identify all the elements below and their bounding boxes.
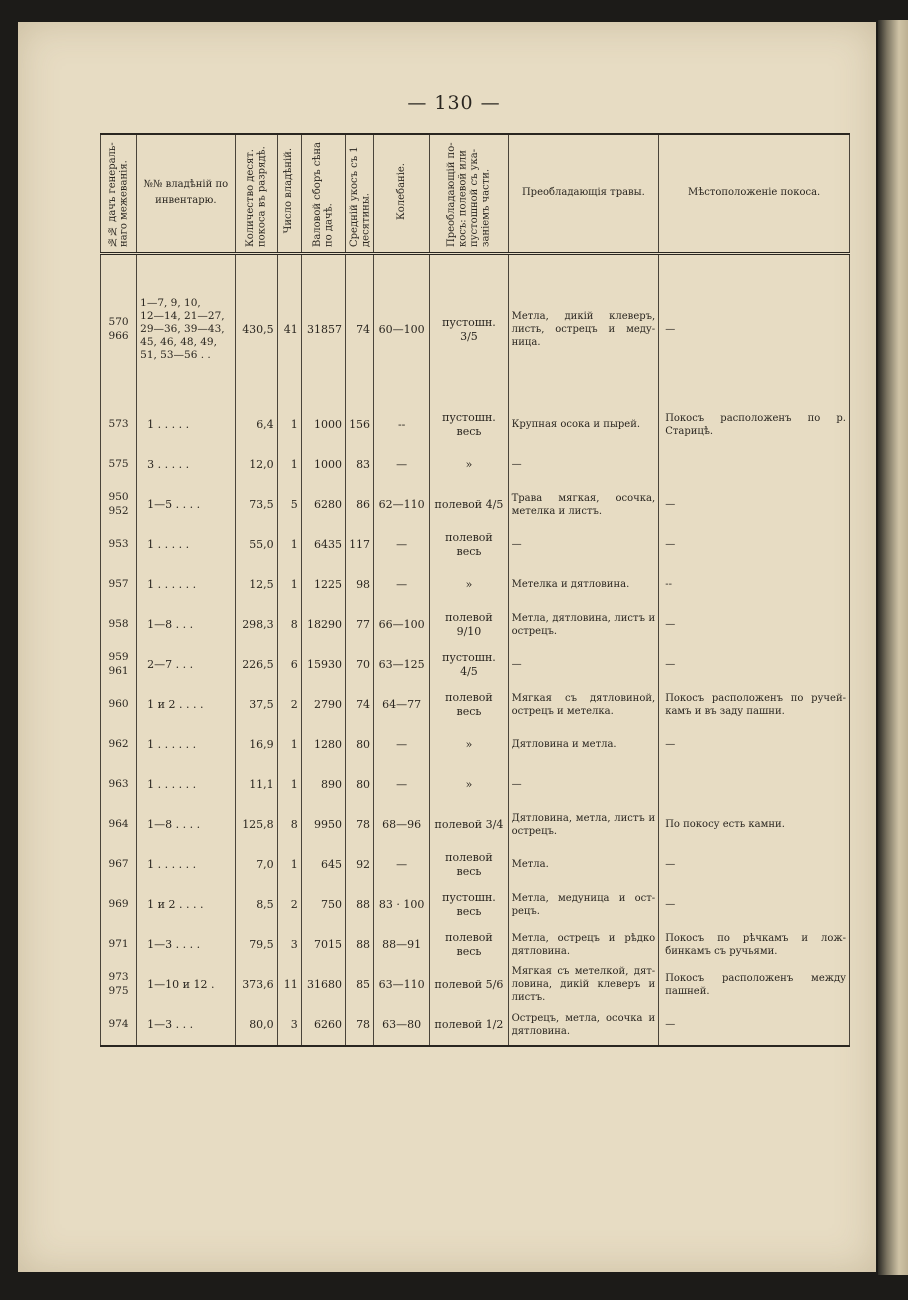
cell-place <box>659 765 850 805</box>
cell-owners-count: 1 <box>277 525 301 565</box>
table-header-row <box>101 134 850 253</box>
cell-avg-yield: 80 <box>345 725 373 765</box>
table-row <box>101 485 850 525</box>
cell-dacha: 575 <box>101 445 137 485</box>
table-row <box>101 645 850 685</box>
cell-dacha: 957 <box>101 565 137 605</box>
cell-range: 64—77 <box>374 685 430 725</box>
cell-area: 6,4 <box>235 405 277 445</box>
cell-range: — <box>374 765 430 805</box>
cell-owners-count: 1 <box>277 445 301 485</box>
cell-owners: 1 . . . . . . <box>137 845 235 885</box>
cell-area: 37,5 <box>235 685 277 725</box>
cell-range: — <box>374 445 430 485</box>
cell-place: — <box>659 1005 850 1046</box>
table-row <box>101 925 850 965</box>
cell-grass: Трава мягкая, осочка, метелка и листъ. <box>508 485 659 525</box>
table-row <box>101 1005 850 1046</box>
cell-type: полевой весь <box>430 525 508 565</box>
cell-owners-count: 1 <box>277 565 301 605</box>
cell-range: -- <box>374 405 430 445</box>
cell-place: — <box>659 725 850 765</box>
cell-grass: Метла, дикій клеверъ, листь, острецъ и меду-ница. <box>508 253 659 405</box>
cell-gross: 750 <box>301 885 345 925</box>
table-row <box>101 965 850 1005</box>
cell-owners-count: 2 <box>277 685 301 725</box>
cell-range: — <box>374 725 430 765</box>
cell-dacha: 950 952 <box>101 485 137 525</box>
cell-place: По покосу есть камни. <box>659 805 850 845</box>
cell-gross: 890 <box>301 765 345 805</box>
cell-owners-count: 8 <box>277 805 301 845</box>
cell-gross: 31857 <box>301 253 345 405</box>
table-row <box>101 405 850 445</box>
cell-type: полевой 9/10 <box>430 605 508 645</box>
header-dacha: №№ дачъ генераль-наго межеванія. <box>101 134 137 253</box>
cell-avg-yield: 74 <box>345 253 373 405</box>
cell-owners: 1—5 . . . . <box>137 485 235 525</box>
cell-gross: 9950 <box>301 805 345 845</box>
header-area: Количество десят. покоса въ разрядѣ. <box>235 134 277 253</box>
cell-owners: 1 и 2 . . . . <box>137 885 235 925</box>
table-row <box>101 525 850 565</box>
cell-owners: 3 . . . . . <box>137 445 235 485</box>
cell-avg-yield: 78 <box>345 1005 373 1046</box>
cell-owners-count: 1 <box>277 845 301 885</box>
cell-dacha: 953 <box>101 525 137 565</box>
cell-type: полевой 4/5 <box>430 485 508 525</box>
cell-range: 63—125 <box>374 645 430 685</box>
cell-dacha: 570 966 <box>101 253 137 405</box>
cell-type: полевой 5/6 <box>430 965 508 1005</box>
cell-area: 125,8 <box>235 805 277 845</box>
cell-type: » <box>430 765 508 805</box>
cell-gross: 1225 <box>301 565 345 605</box>
cell-grass: Мягкая съ дятловиной, острецъ и метелка. <box>508 685 659 725</box>
cell-gross: 2790 <box>301 685 345 725</box>
cell-place: — <box>659 525 850 565</box>
cell-place: Покосъ расположенъ по р. Старицѣ. <box>659 405 850 445</box>
cell-avg-yield: 86 <box>345 485 373 525</box>
cell-range: — <box>374 525 430 565</box>
cell-owners-count: 1 <box>277 405 301 445</box>
cell-type: полевой весь <box>430 925 508 965</box>
header-owners-count: Число владѣній. <box>277 134 301 253</box>
cell-area: 298,3 <box>235 605 277 645</box>
cell-gross: 7015 <box>301 925 345 965</box>
cell-dacha: 974 <box>101 1005 137 1046</box>
cell-range: 63—80 <box>374 1005 430 1046</box>
cell-type: полевой весь <box>430 685 508 725</box>
header-owners: №№ владѣній по инвентарю. <box>137 134 235 253</box>
table-row <box>101 445 850 485</box>
cell-avg-yield: 70 <box>345 645 373 685</box>
table-row <box>101 725 850 765</box>
owners-line: 12—14, 21—27, <box>140 309 225 322</box>
header-gross: Валовой сборъ сѣна по дачѣ. <box>301 134 345 253</box>
cell-owners-count: 1 <box>277 725 301 765</box>
cell-range: 66—100 <box>374 605 430 645</box>
page-number: — 130 — <box>407 92 501 114</box>
cell-place: -- <box>659 565 850 605</box>
cell-gross: 6260 <box>301 1005 345 1046</box>
cell-grass: — <box>508 765 659 805</box>
cell-place: — <box>659 605 850 645</box>
cell-owners: 1—10 и 12 . <box>137 965 235 1005</box>
cell-avg-yield: 117 <box>345 525 373 565</box>
cell-type: » <box>430 445 508 485</box>
cell-grass: Метелка и дятловина. <box>508 565 659 605</box>
table-row <box>101 885 850 925</box>
cell-grass: — <box>508 525 659 565</box>
cell-owners: 2—7 . . . <box>137 645 235 685</box>
cell-owners: 1 . . . . . <box>137 525 235 565</box>
cell-place: Покосъ расположенъ по ручей-камъ и въ заду пашни. <box>659 685 850 725</box>
cell-type: полевой 1/2 <box>430 1005 508 1046</box>
cell-type: » <box>430 565 508 605</box>
cell-avg-yield: 78 <box>345 805 373 845</box>
cell-grass: Дятловина, метла, листъ и острецъ. <box>508 805 659 845</box>
cell-grass: Дятловина и метла. <box>508 725 659 765</box>
cell-grass: Метла. <box>508 845 659 885</box>
cell-gross: 31680 <box>301 965 345 1005</box>
header-avg-yield: Средній укосъ съ 1 десятины. <box>345 134 373 253</box>
cell-type: полевой 3/4 <box>430 805 508 845</box>
cell-owners: 1 . . . . . . <box>137 765 235 805</box>
cell-owners: 1—8 . . . . <box>137 805 235 845</box>
table-row <box>101 805 850 845</box>
cell-avg-yield: 77 <box>345 605 373 645</box>
cell-area: 79,5 <box>235 925 277 965</box>
cell-gross: 1000 <box>301 445 345 485</box>
cell-grass: Метла, острецъ и рѣдко дятловина. <box>508 925 659 965</box>
cell-owners: 1 и 2 . . . . <box>137 685 235 725</box>
cell-range: — <box>374 845 430 885</box>
cell-avg-yield: 92 <box>345 845 373 885</box>
cell-grass: — <box>508 445 659 485</box>
owners-line: 45, 46, 48, 49, <box>140 336 217 349</box>
cell-gross: 6435 <box>301 525 345 565</box>
cell-area: 12,0 <box>235 445 277 485</box>
cell-avg-yield: 88 <box>345 885 373 925</box>
cell-dacha: 969 <box>101 885 137 925</box>
cell-gross: 15930 <box>301 645 345 685</box>
cell-owners-count: 3 <box>277 1005 301 1046</box>
cell-dacha: 964 <box>101 805 137 845</box>
cell-gross: 645 <box>301 845 345 885</box>
cell-area: 12,5 <box>235 565 277 605</box>
cell-area: 430,5 <box>235 253 277 405</box>
cell-avg-yield: 88 <box>345 925 373 965</box>
cell-area: 7,0 <box>235 845 277 885</box>
cell-type: » <box>430 725 508 765</box>
cell-place: — <box>659 885 850 925</box>
cell-owners: 1—8 . . . <box>137 605 235 645</box>
cell-owners-count: 6 <box>277 645 301 685</box>
cell-grass: Крупная осока и пырей. <box>508 405 659 445</box>
cell-place: — <box>659 645 850 685</box>
cell-dacha: 958 <box>101 605 137 645</box>
cell-avg-yield: 80 <box>345 765 373 805</box>
cell-type: пустошн. 4/5 <box>430 645 508 685</box>
cell-place: — <box>659 485 850 525</box>
cell-place <box>659 445 850 485</box>
cell-owners-count: 11 <box>277 965 301 1005</box>
next-page-edge <box>878 20 908 1275</box>
cell-place: — <box>659 253 850 405</box>
table-row <box>101 605 850 645</box>
cell-range: 63—110 <box>374 965 430 1005</box>
cell-area: 373,6 <box>235 965 277 1005</box>
table-row <box>101 565 850 605</box>
owners-line: 1—7, 9, 10, <box>140 296 201 309</box>
cell-place: — <box>659 845 850 885</box>
cell-avg-yield: 98 <box>345 565 373 605</box>
table-row <box>101 845 850 885</box>
cell-dacha: 962 <box>101 725 137 765</box>
cell-dacha: 573 <box>101 405 137 445</box>
cell-owners: 1 . . . . . . <box>137 725 235 765</box>
cell-type: пустошн. 3/5 <box>430 253 508 405</box>
table-row <box>101 253 850 405</box>
header-grass: Преобладающія травы. <box>508 134 659 253</box>
cell-range: 62—110 <box>374 485 430 525</box>
cell-range: — <box>374 565 430 605</box>
cell-owners-count: 5 <box>277 485 301 525</box>
cell-area: 73,5 <box>235 485 277 525</box>
cell-dacha: 967 <box>101 845 137 885</box>
cell-dacha: 973 975 <box>101 965 137 1005</box>
cell-area: 226,5 <box>235 645 277 685</box>
cell-area: 55,0 <box>235 525 277 565</box>
cell-range: 68—96 <box>374 805 430 845</box>
cell-avg-yield: 85 <box>345 965 373 1005</box>
cell-area: 11,1 <box>235 765 277 805</box>
cell-grass: — <box>508 645 659 685</box>
cell-gross: 1280 <box>301 725 345 765</box>
cell-place: Покосъ по рѣчкамъ и лож-бинкамъ съ ручьями. <box>659 925 850 965</box>
header-place: Мѣстоположеніе покоса. <box>659 134 850 253</box>
cell-type: пустошн. весь <box>430 885 508 925</box>
cell-dacha: 960 <box>101 685 137 725</box>
cell-owners: 1 . . . . . <box>137 405 235 445</box>
cell-place: Покосъ расположенъ между пашней. <box>659 965 850 1005</box>
cell-owners-count: 1 <box>277 765 301 805</box>
cell-grass: Острецъ, метла, осочка и дятловина. <box>508 1005 659 1046</box>
cell-owners-count: 3 <box>277 925 301 965</box>
cell-dacha: 959 961 <box>101 645 137 685</box>
cell-owners <box>137 253 235 405</box>
cell-dacha: 963 <box>101 765 137 805</box>
cell-area: 16,9 <box>235 725 277 765</box>
cell-avg-yield: 156 <box>345 405 373 445</box>
cell-avg-yield: 83 <box>345 445 373 485</box>
cell-owners-count: 8 <box>277 605 301 645</box>
cell-type: полевой весь <box>430 845 508 885</box>
cell-area: 8,5 <box>235 885 277 925</box>
cell-gross: 18290 <box>301 605 345 645</box>
hay-yield-table <box>100 133 850 1047</box>
cell-grass: Метла, медуница и ост-рецъ. <box>508 885 659 925</box>
cell-gross: 1000 <box>301 405 345 445</box>
header-type: Преобладающій по-косъ: полевой или пустошной съ ука-заніемъ части. <box>430 134 508 253</box>
cell-owners: 1—3 . . . <box>137 1005 235 1046</box>
header-range: Колебаніе. <box>374 134 430 253</box>
cell-owners: 1—3 . . . . <box>137 925 235 965</box>
cell-owners: 1 . . . . . . <box>137 565 235 605</box>
owners-line: 51, 53—56 . . <box>140 349 211 362</box>
cell-owners-count: 2 <box>277 885 301 925</box>
cell-avg-yield: 74 <box>345 685 373 725</box>
cell-dacha: 971 <box>101 925 137 965</box>
cell-grass: Мягкая съ метелкой, дят-ловина, дикій клеверъ и листъ. <box>508 965 659 1005</box>
cell-owners-count: 41 <box>277 253 301 405</box>
owners-line: 29—36, 39—43, <box>140 322 225 335</box>
cell-range: 60—100 <box>374 253 430 405</box>
cell-range: 88—91 <box>374 925 430 965</box>
cell-type: пустошн. весь <box>430 405 508 445</box>
cell-area: 80,0 <box>235 1005 277 1046</box>
cell-grass: Метла, дятловина, листъ и острецъ. <box>508 605 659 645</box>
table-row <box>101 685 850 725</box>
table-row <box>101 765 850 805</box>
cell-gross: 6280 <box>301 485 345 525</box>
cell-range: 83 · 100 <box>374 885 430 925</box>
